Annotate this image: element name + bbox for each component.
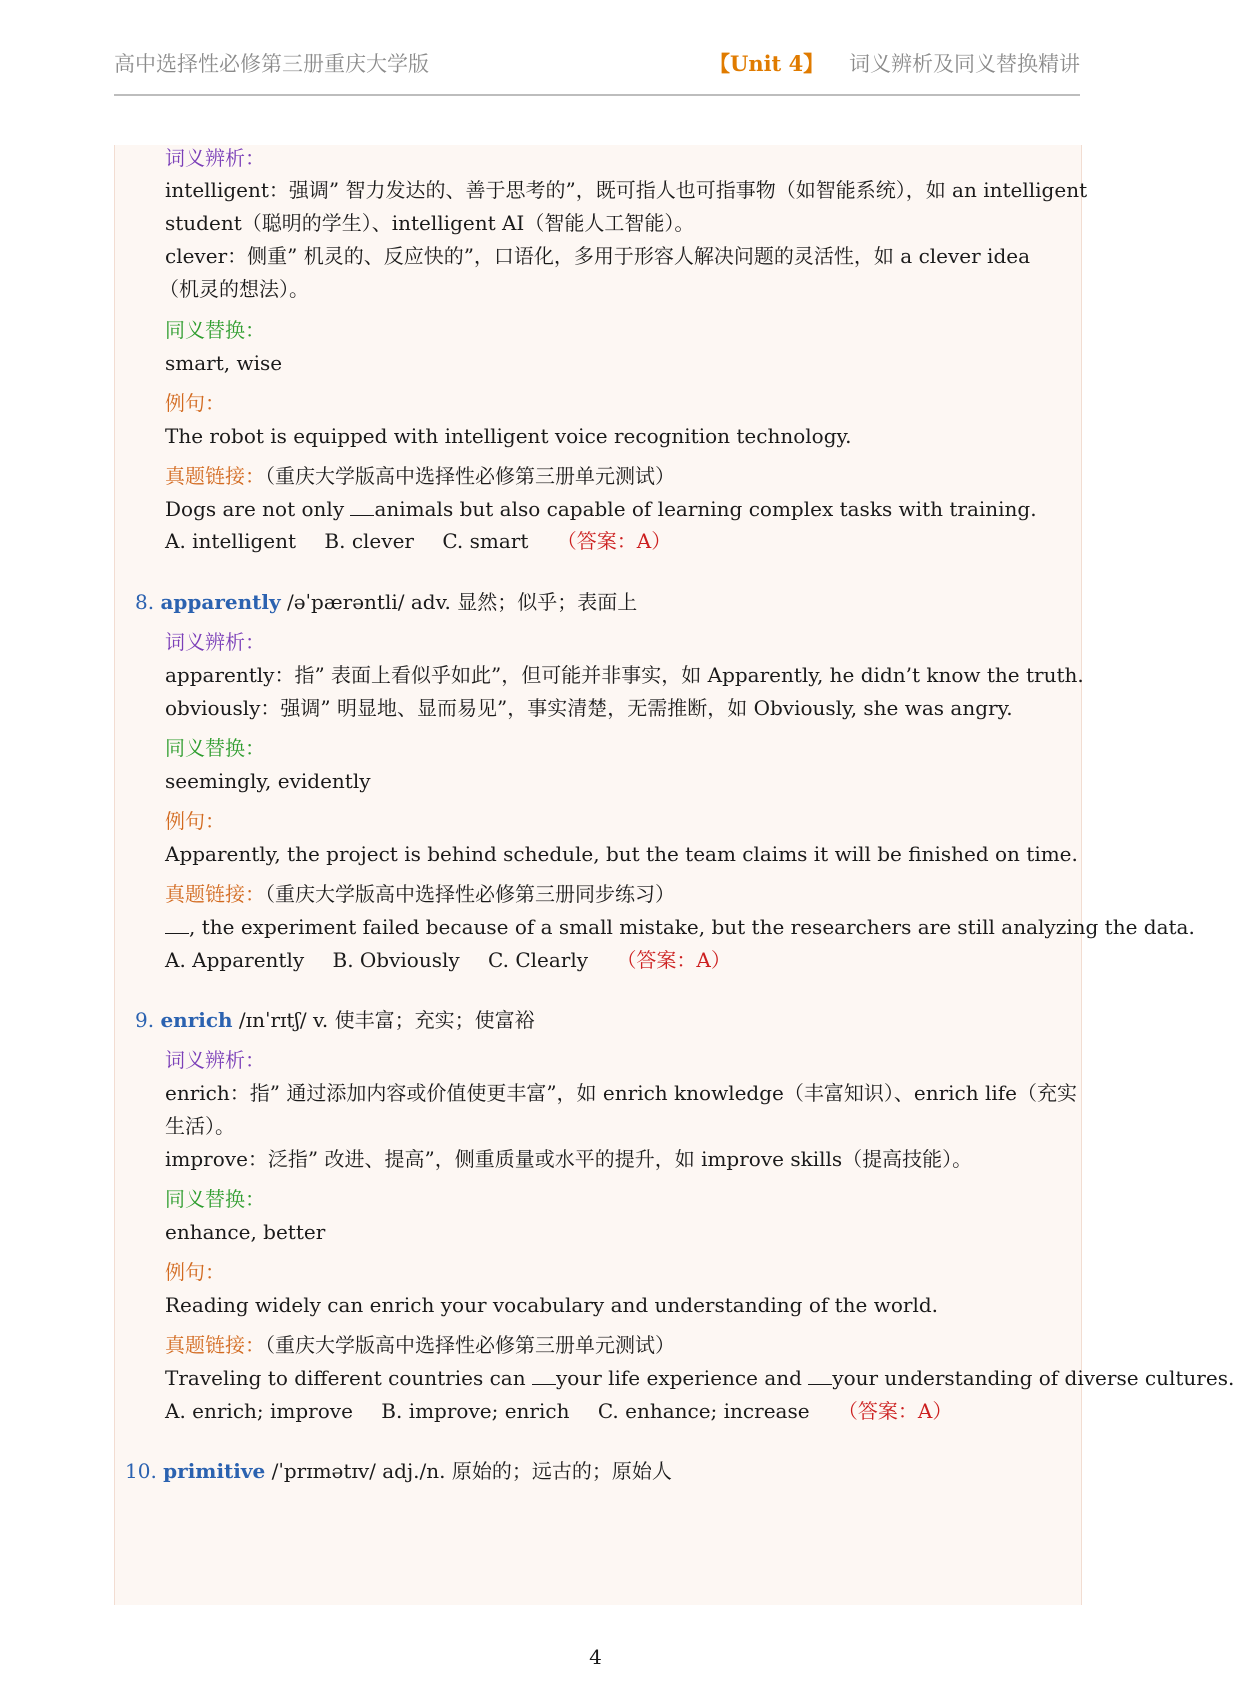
head-word: primitive (163, 1459, 266, 1483)
entry-definition: /əˈpærəntli/ adv. 显然；似乎；表面上 (280, 590, 638, 614)
exam-question (165, 1365, 1234, 1391)
header-section-title: 词义辨析及同义替换精讲 (849, 52, 1080, 76)
head-word: enrich (160, 1008, 233, 1032)
analysis-line: enrich：指” 通过添加内容或价值使更丰富”，如 enrich knowledge（丰富知识）、enrich life（充实 (165, 1081, 1078, 1105)
exam-source: （重庆大学版高中选择性必修第三册同步练习） (265, 882, 675, 906)
synonyms-text: seemingly, evidently (165, 769, 371, 793)
answer-blank (350, 497, 374, 516)
analysis-line: improve：泛指” 改进、提高”，侧重质量或水平的提升，如 improve skills（提高技能）。 (165, 1147, 973, 1171)
answer-text: （答案：A） (837, 1399, 953, 1423)
exam-label: 真题链接： (165, 882, 265, 906)
example-sentence: The robot is equipped with intelligent voice recognition technology. (165, 424, 852, 448)
option-b: B. improve; enrich (381, 1399, 570, 1423)
header-divider (114, 94, 1080, 96)
page-header (114, 44, 1080, 78)
option-c: C. enhance; increase (597, 1399, 810, 1423)
header-book-title: 高中选择性必修第三册重庆大学版 (114, 52, 429, 76)
exam-source: （重庆大学版高中选择性必修第三册单元测试） (265, 464, 675, 488)
option-c: C. smart (442, 529, 529, 553)
question-text: Traveling to different countries can (165, 1366, 532, 1390)
header-unit: 【Unit 4】 (709, 51, 825, 76)
question-text: animals but also capable of learning complex tasks with training. (374, 497, 1037, 521)
question-text: Dogs are not only (165, 497, 351, 521)
analysis-line: obviously：强调” 明显地、显而易见”，事实清楚，无需推断，如 Obviously, she was angry. (165, 696, 1013, 720)
option-a: A. enrich; improve (165, 1399, 353, 1423)
content-panel (114, 145, 1234, 1605)
entry-definition: /ˈprɪmətɪv/ adj./n. 原始的；远古的；原始人 (265, 1459, 672, 1483)
synonyms-label: 同义替换： (165, 1187, 265, 1211)
entry-number: 9. (135, 1008, 155, 1032)
analysis-line: 生活）。 (165, 1114, 235, 1138)
option-b: B. clever (324, 529, 414, 553)
exam-label: 真题链接： (165, 1333, 265, 1357)
head-word: apparently (160, 590, 281, 614)
option-b: B. Obviously (332, 948, 460, 972)
option-a: A. intelligent (165, 529, 297, 553)
exam-options (165, 528, 671, 554)
exam-options (165, 947, 731, 973)
exam-source: （重庆大学版高中选择性必修第三册单元测试） (265, 1333, 675, 1357)
exam-link (165, 881, 675, 907)
option-c: C. Clearly (488, 948, 589, 972)
answer-blank (165, 915, 189, 934)
exam-question (165, 914, 1195, 940)
answer-blank (532, 1366, 556, 1385)
exam-question (165, 496, 1037, 522)
answer-text: （答案：A） (616, 948, 731, 972)
analysis-line: student（聪明的学生）、intelligent AI（智能人工智能）。 (165, 211, 695, 235)
analysis-line: （机灵的想法）。 (159, 277, 309, 301)
synonyms-label: 同义替换： (165, 318, 265, 342)
synonyms-text: smart, wise (165, 351, 283, 375)
question-text: your life experience and (555, 1366, 809, 1390)
entry-heading (135, 589, 637, 615)
analysis-label: 词义辨析： (165, 630, 265, 654)
exam-link (165, 463, 675, 489)
analysis-line: clever：侧重” 机灵的、反应快的”，口语化，多用于形容人解决问题的灵活性，如 a clever idea (165, 244, 1031, 268)
entry-number: 8. (135, 590, 155, 614)
answer-blank (808, 1366, 832, 1385)
analysis-label: 词义辨析： (165, 1048, 265, 1072)
example-label: 例句： (165, 809, 225, 833)
exam-link (165, 1332, 675, 1358)
synonyms-label: 同义替换： (165, 736, 265, 760)
question-text: your understanding of diverse cultures. (832, 1366, 1234, 1390)
example-sentence: Apparently, the project is behind schedule, but the team claims it will be finished on time. (165, 842, 1078, 866)
entry-heading (135, 1007, 535, 1033)
analysis-line: intelligent：强调” 智力发达的、善于思考的”，既可指人也可指事物（如智能系统），如 an intelligent (165, 178, 1088, 202)
page-number: 4 (589, 1645, 602, 1669)
entry-number: 10. (125, 1459, 157, 1483)
answer-text: （答案：A） (556, 529, 672, 553)
option-a: A. Apparently (165, 948, 305, 972)
exam-options (165, 1398, 952, 1424)
example-sentence: Reading widely can enrich your vocabulary and understanding of the world. (165, 1293, 939, 1317)
question-text: , the experiment failed because of a small mistake, but the researchers are still analyzing the data. (189, 915, 1195, 939)
exam-label: 真题链接： (165, 464, 265, 488)
example-label: 例句： (165, 1260, 225, 1284)
entry-definition: /ɪnˈrɪtʃ/ v. 使丰富；充实；使富裕 (232, 1008, 535, 1032)
example-label: 例句： (165, 391, 225, 415)
entry-heading (125, 1458, 672, 1484)
analysis-label: 词义辨析： (165, 146, 265, 170)
analysis-line: apparently：指” 表面上看似乎如此”，但可能并非事实，如 Apparently, he didn’t know the truth. (165, 663, 1084, 687)
synonyms-text: enhance, better (165, 1220, 326, 1244)
